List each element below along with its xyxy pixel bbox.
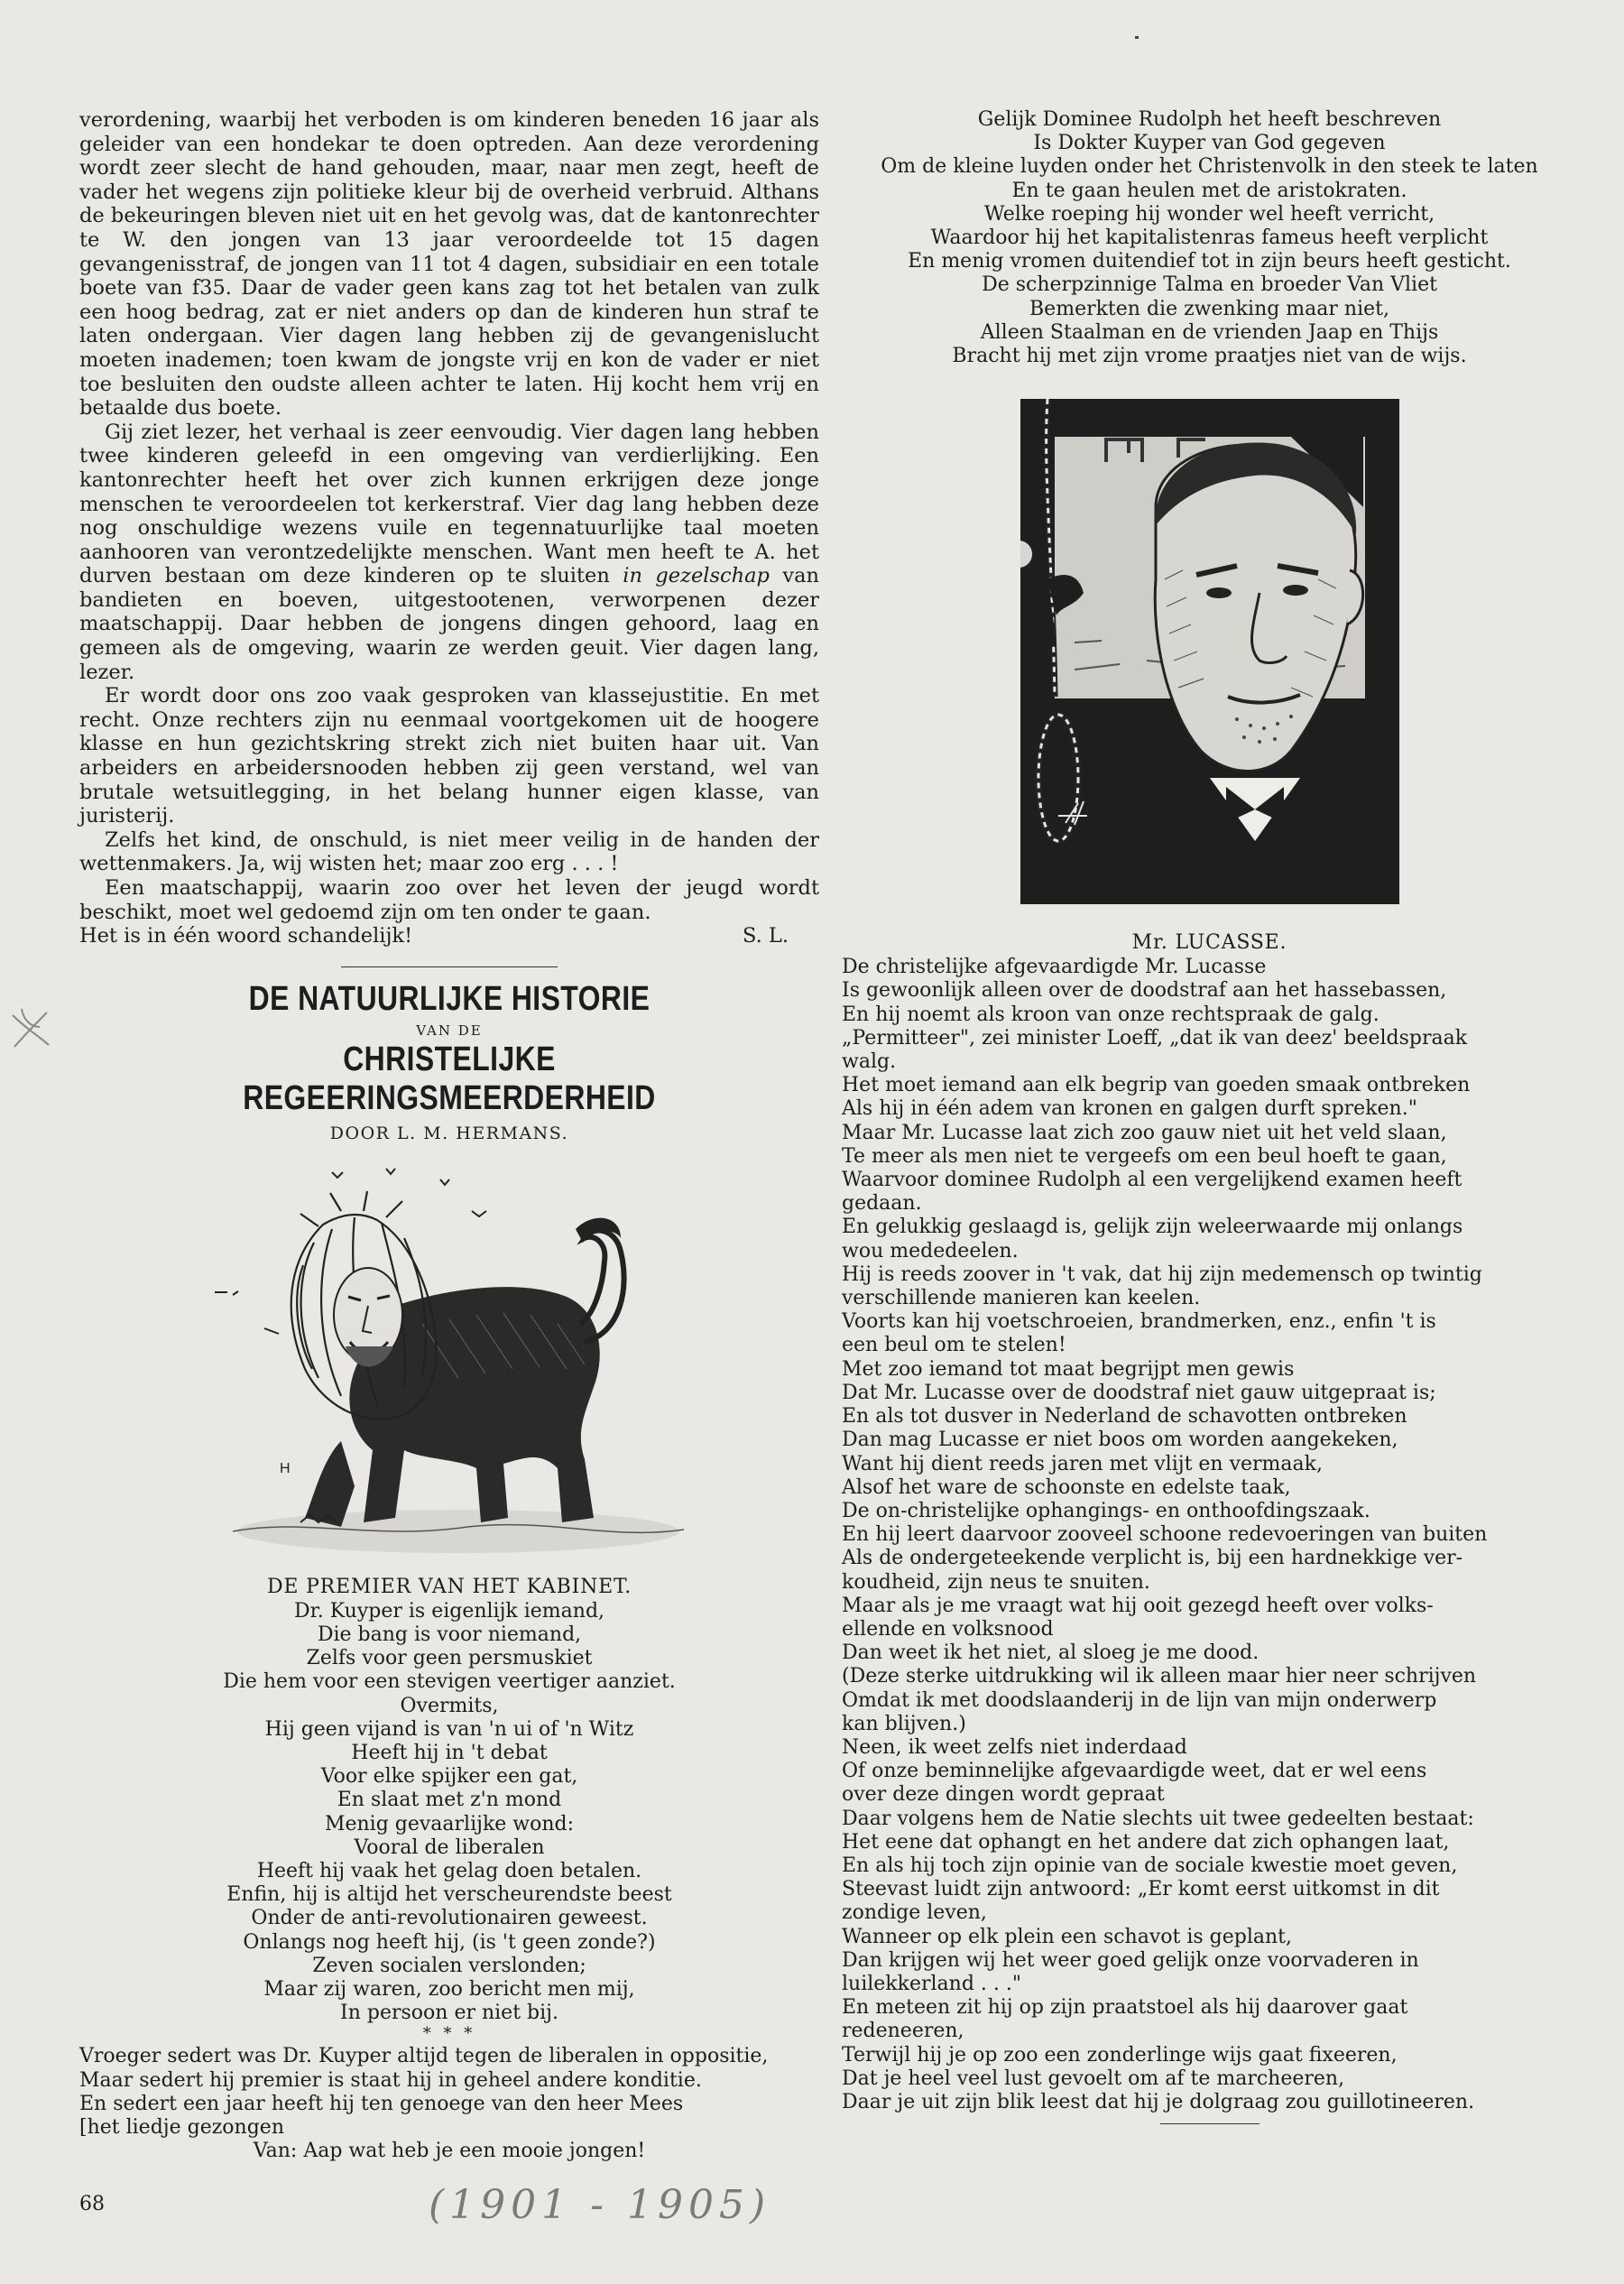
verse-line: Vooral de liberalen — [354, 1836, 545, 1859]
verse-line: Dan mag Lucasse er niet boos om worden aangekeken, — [842, 1429, 1398, 1452]
verse-line: Voor elke spijker een gat, — [320, 1765, 578, 1789]
verse-line: Menig gevaarlijke wond: — [324, 1812, 575, 1836]
verse-continuation: een beul om te stelen! — [842, 1334, 1066, 1357]
verse-line: Om de kleine luyden onder het Christenvolk in den steek te laten — [881, 155, 1538, 179]
verse-line: Voorts kan hij voetschroeien, brandmerken, enz., enfin 't is — [842, 1310, 1436, 1334]
author-signature: S. L. — [742, 924, 789, 948]
verse-continuation: [het liedje gezongen — [79, 2116, 284, 2140]
verse-line: Dan weet ik het niet, al sloeg je me dood. — [842, 1641, 1260, 1665]
verse-line: En sedert een jaar heeft hij ten genoege van den heer Mees — [79, 2092, 684, 2115]
closing-sentence: Het is in één woord schandelijk! — [79, 924, 413, 948]
byline: DOOR L. M. HERMANS. — [329, 1123, 569, 1143]
verse-line: En als tot dusver in Nederland de schavotten ontbreken — [842, 1405, 1407, 1429]
verse-line: Enfin, hij is altijd het verscheurendste beest — [226, 1883, 672, 1907]
verse-line: Maar zij waren, zoo bericht men mij, — [263, 1978, 635, 2002]
paragraph-3: Er wordt door ons zoo vaak gesproken van klassejustitie. En met recht. Onze rechters zijn nu eenmaal voortgekomen uit de hoogere klasse en hun gezichtskring strekt zich niet buiten haar uit. Van arbeiders en arbeidersnooden hebben zij geen verstand, wel van brutale wetsuitlegging, in het belang hunner eigen klasse, van juristerij. — [79, 684, 819, 828]
headline-sub: CHRISTELIJKE REGEERINGSMEERDERHEID — [243, 1040, 656, 1117]
artist-initial: H — [280, 1460, 291, 1476]
verse-line: Wanneer op elk plein een schavot is geplant, — [842, 1925, 1293, 1948]
verse-line: Maar Mr. Lucasse laat zich zoo gauw niet uit het veld slaan, — [842, 1121, 1447, 1144]
verse-line: Omdat ik met doodslaanderij in de lijn van mijn onderwerp — [842, 1688, 1437, 1712]
verse-line: Neen, ik weet zelfs niet inderdaad — [842, 1735, 1187, 1759]
paragraph-2-tail: van bandieten en boeven, uitgestootenen, verworpenen dezer maatschappij. Daar hebben de jongens dingen gehoord, laag en gemeen als de omgeving, waarin ze werden geuit. Vier dagen lang, lezer. — [79, 564, 819, 684]
poem-premier — [79, 1600, 819, 2026]
verse-line: In persoon er niet bij. — [340, 2002, 558, 2025]
verse-line: Dat Mr. Lucasse over de doodstraf niet gauw uitgepraat is; — [842, 1381, 1436, 1404]
verse-line: Die bang is voor niemand, — [317, 1623, 582, 1646]
portrait-drawing — [1020, 399, 1399, 904]
verse-line: Die hem voor een stevigen veertiger aanziet. — [223, 1670, 676, 1694]
verse-continuation: zondige leven, — [842, 1901, 987, 1925]
verse-line: Onder de anti-revolutionairen geweest. — [251, 1907, 648, 1930]
verse-line: Terwijl hij je op zoo een zonderlinge wijs gaat fixeeren, — [842, 2043, 1398, 2067]
verse-continuation: walg. — [842, 1050, 897, 1074]
verse-continuation: kan blijven.) — [842, 1712, 966, 1735]
stars-separator: * * * — [422, 2024, 476, 2044]
verse-line: Het moet iemand aan elk begrip van goeden smaak ontbreken — [842, 1074, 1471, 1097]
paragraph-2-text: Gij ziet lezer, het verhaal is zeer eenvoudig. Vier dagen lang hebben twee kinderen geleefd in een omgeving van verdierlijking. Een kantonrechter heeft het over zich kunnen erkrijgen deze jonge menschen te veroordeelen tot kerkerstraf. Vier dag lang hebben deze nog onschuldige wezens vuile en tegennatuurlijke taal moeten aanhooren van verontzedelijkte menschen. Want men heeft te A. het durven bestaan om deze kinderen op te sluiten — [79, 420, 819, 588]
verse-line: Dan krijgen wij het weer goed gelijk onze voorvaderen in — [842, 1948, 1419, 1972]
poem-premier-2 — [79, 2045, 819, 2163]
verse-line: Alsof het ware de schoonste en edelste taak, — [842, 1475, 1291, 1499]
verse-line: Als de ondergeteekende verplicht is, bij een hardnekkige ver- — [842, 1547, 1463, 1570]
verse-line: Steevast luidt zijn antwoord: „Er komt eerst uitkomst in dit — [842, 1878, 1440, 1901]
verse-continuation: luilekkerland . . ." — [842, 1972, 1021, 1995]
verse-line: En gelukkig geslaagd is, gelijk zijn weleerwaarde mij onlangs — [842, 1216, 1463, 1239]
verse-continuation: koudheid, zijn neus te snuiten. — [842, 1570, 1150, 1594]
section-divider — [341, 966, 558, 967]
verse-continuation: redeneeren, — [842, 2020, 964, 2043]
verse-line: Vroeger sedert was Dr. Kuyper altijd tegen de liberalen in oppositie, — [79, 2045, 769, 2068]
verse-line: Dat je heel veel lust gevoelt om af te marcheeren, — [842, 2067, 1345, 2090]
verse-line: Te meer als men niet te vergeefs om een beul hoeft te gaan, — [842, 1144, 1447, 1168]
verse-line: De on-christelijke ophangings- en onthoofdingszaak. — [842, 1499, 1370, 1522]
italic-phrase: in gezelschap — [623, 564, 770, 588]
verse-line: „Permitteer", zei minister Loeff, „dat ik van deez' beeldspraak — [842, 1026, 1468, 1050]
margin-pencil-mark — [4, 1002, 58, 1056]
verse-continuation: over deze dingen wordt gepraat — [842, 1783, 1165, 1807]
verse-line: Van: Aap wat heb je een mooie jongen! — [253, 2140, 646, 2163]
handwritten-date-note: (1901 - 1905) — [429, 2182, 771, 2228]
verse-line: Gelijk Dominee Rudolph het heeft beschreven — [977, 108, 1442, 131]
verse-line: Daar volgens hem de Natie slechts uit twee gedeelten bestaat: — [842, 1807, 1474, 1830]
verse-line: Alleen Staalman en de vrienden Jaap en Thijs — [980, 320, 1439, 344]
verse-line: En als hij toch zijn opinie van de sociale kwestie moet geven, — [842, 1854, 1458, 1877]
paragraph-5: Een maatschappij, waarin zoo over het leven der jeugd wordt beschikt, moet wel gedoemd zijn om ten onder te gaan. — [79, 876, 819, 924]
portrait-caption: Mr. LUCASSE. — [1131, 931, 1287, 955]
verse-line: Als hij in één adem van kronen en galgen durft spreken." — [842, 1097, 1417, 1121]
paragraph-2 — [79, 421, 819, 685]
verse-continuation: ellende en volksnood — [842, 1617, 1054, 1641]
verse-line: Hij is reeds zoover in 't vak, dat hij zijn medemensch op twintig — [842, 1262, 1482, 1286]
headline-main: DE NATUURLIJKE HISTORIE — [248, 979, 651, 1018]
verse-continuation: wou mededeelen. — [842, 1239, 1019, 1262]
verse-line: En hij noemt als kroon van onze rechtspraak de galg. — [842, 1003, 1379, 1026]
verse-line: Zeven socialen verslonden; — [312, 1954, 586, 1977]
verse-line: Bracht hij met zijn vrome praatjes niet van de wijs. — [952, 345, 1467, 368]
closing-line — [79, 924, 819, 948]
poem-lucasse — [842, 956, 1577, 2114]
verse-line: Daar je uit zijn blik leest dat hij je dolgraag zou guillotineeren. — [842, 2090, 1475, 2113]
lucasse-portrait — [1020, 399, 1399, 904]
verse-line: Is Dokter Kuyper van God gegeven — [1033, 132, 1386, 155]
verse-line: De christelijke afgevaardigde Mr. Lucasse — [842, 956, 1267, 979]
verse-line: Waardoor hij het kapitalistenras fameus heeft verplicht — [930, 227, 1489, 250]
poem-kuyper — [842, 108, 1577, 368]
verse-line: De scherpzinnige Talma en broeder Van Vliet — [982, 273, 1437, 297]
verse-line: Overmits, — [400, 1694, 499, 1717]
verse-line: Onlangs nog heeft hij, (is 't geen zonde?) — [243, 1930, 656, 1954]
verse-continuation: gedaan. — [842, 1192, 922, 1216]
verse-line: Maar als je me vraagt wat hij ooit gezegd heeft over volks- — [842, 1594, 1434, 1617]
lion-caption: DE PREMIER VAN HET KABINET. — [266, 1575, 632, 1598]
closing-rule — [1160, 2123, 1260, 2124]
verse-line: En hij leert daarvoor zooveel schoone redevoeringen van buiten — [842, 1523, 1488, 1547]
verse-line: Met zoo iemand tot maat begrijpt men gewis — [842, 1357, 1295, 1381]
verse-line: Bemerkten die zwenking maar niet, — [1029, 297, 1389, 320]
verse-line: Of onze beminnelijke afgevaardigde weet, dat er wel eens — [842, 1760, 1427, 1783]
left-column — [79, 108, 819, 2163]
verse-line: En slaat met z'n mond — [337, 1789, 562, 1812]
verse-line: Heeft hij vaak het gelag doen betalen. — [256, 1860, 642, 1883]
verse-line: En te gaan heulen met de aristokraten. — [1011, 179, 1407, 202]
verse-continuation: verschillende manieren kan keelen. — [842, 1287, 1201, 1310]
paragraph-4: Zelfs het kind, de onschuld, is niet meer veilig in de handen der wettenmakers. Ja, wij wisten het; maar zoo erg . . . ! — [79, 828, 819, 876]
verse-line: Maar sedert hij premier is staat hij in geheel andere konditie. — [79, 2068, 702, 2092]
verse-line: Hij geen vijand is van 'n ui of 'n Witz — [264, 1717, 634, 1741]
verse-line: Het eene dat ophangt en het andere dat zich ophangen laat, — [842, 1830, 1450, 1854]
verse-line: Dr. Kuyper is eigenlijk iemand, — [293, 1599, 605, 1623]
verse-line: Waarvoor dominee Rudolph al een vergelijkend examen heeft — [842, 1169, 1463, 1192]
lion-drawing — [197, 1161, 702, 1563]
verse-line: En menig vromen duitendief tot in zijn beurs heeft gesticht. — [908, 250, 1511, 273]
verse-line: Want hij dient reeds jaren met vlijt en vermaak, — [842, 1452, 1323, 1475]
lion-illustration — [197, 1161, 702, 1563]
verse-line: En meteen zit hij op zijn praatstoel als hij daarover gaat — [842, 1996, 1408, 2020]
verse-line: Welke roeping hij wonder wel heeft verricht, — [983, 202, 1435, 226]
print-speck — [1135, 36, 1139, 39]
right-column — [842, 108, 1577, 2124]
verse-line: Is gewoonlijk alleen over de doodstraf aan het hassebassen, — [842, 979, 1447, 1003]
page-number: 68 — [79, 2193, 105, 2215]
verse-line: (Deze sterke uitdrukking wil ik alleen maar hier neer schrijven — [842, 1665, 1477, 1688]
verse-line: Zelfs voor geen persmuskiet — [306, 1647, 593, 1670]
headline-van-de: VAN DE — [416, 1022, 483, 1039]
article-text — [79, 108, 819, 948]
verse-line: Heeft hij in 't debat — [351, 1742, 548, 1764]
paragraph-1: verordening, waarbij het verboden is om kinderen beneden 16 jaar als geleider van een hondekar te doen optreden. Aan deze verordening wordt zeer slecht de hand gehouden, maar, naar men zegt, heeft de vader het wegens zijn politieke kleur bij de overheid verbruid. Althans de bekeuringen bleven niet uit en het gevolg was, dat de kantonrechter te W. den jongen van 13 jaar veroordeelde tot 15 dagen gevangenisstraf, de jongen van 11 tot 4 dagen, subsidiair en een totale boete van f35. Daar de vader geen kans zag tot het betalen van zulk een hoog bedrag, zat er niet anders op dan de kinderen hun straf te laten ondergaan. Vier dagen lang hebben zij de gevangenislucht moeten inademen; toen kwam de jongste vrij en kon de vader er niet toe besluiten den oudste alleen achter te laten. Hij kocht hem vrij en betaalde dus boete. — [79, 108, 819, 421]
